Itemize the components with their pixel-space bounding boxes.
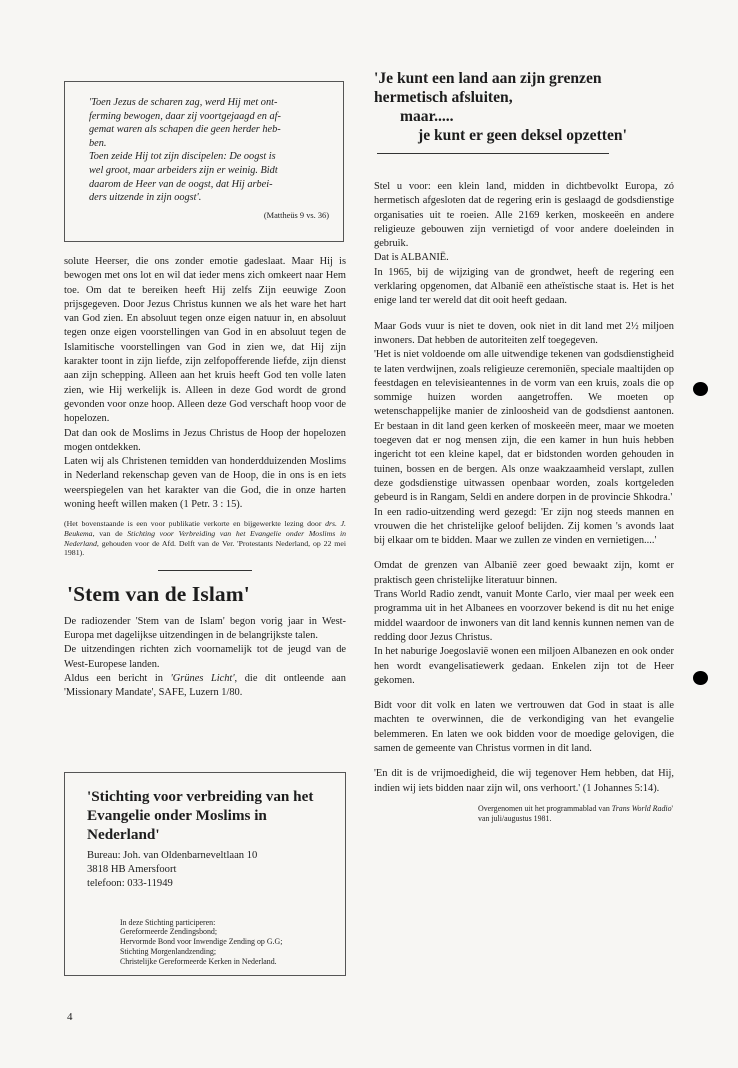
right-column [374,0,674,823]
stem-article [64,615,346,701]
stem-title: 'Stem van de Islam' [67,581,250,606]
binding-hole-mark [693,671,708,685]
paragraph: solute Heerser, die ons zonder emotie gadeslaat. Maar Hij is bewogen met ons lot en wil dat ieder mens zich omkeert naar Hem toe. Om dat te bereiken heeft Hij zelfs Zijn eeuwige Zoon prijsgegeven. Door Jezus Christus kunnen we als het ware het hart van God zien. En absoluut tegen onze eigen natuur in, en absoluut tegen onze eigen voorstellingen van God in en absoluut tegen de Islamitische voorstellingen van God in zien we, dat Hij zijn karakter toont in zijn liefde, zijn zelfopofferende liefde, zijn dienst aan zijn schepping. Alleen aan het kruis heeft God ten volle laten zien, wie Hij werkelijk is. Alleen in deze God wordt de grond gevonden voor onze hoop. Alleen deze God verschaft hoop voor de hopelozen. [64,256,346,425]
lecture-note: (Het bovenstaande is een voor publikatie verkorte en bijgewerkte lezing door drs. J. Beukema, van de Stichting voor Verbreiding van het Evangelie onder Moslims in Nederland, gehouden voor de Afd. Delft van de Ver. 'Protestants Nederland, op 22 mei 1981). [64,519,347,558]
quote-line: ders uitzende in zijn oogst'. [89,192,202,204]
quote-reference: (Mattheüs 9 vs. 36) [263,210,329,220]
stichting-address: Bureau: Joh. van Oldenbarneveltlaan 10 3818 HB Amersfoort telefoon: 033-11949 [87,850,258,890]
albania-article: Stel u voor: een klein land, midden in dichtbevolkt Europa, zó hermetisch afgesloten dat de regering erin is geslaagd de godsdienstige organisaties uit te roeien. Alle 2169 kerken, moskeeën en andere religieuze gebouwen zijn vernietigd of voor andere doeleinden in gebruik. Dat is ALBANIË. In 1965, bij de wijziging van de grondwet, heeft de regering een verklaring opgenomen, dat Albanië een atheïstische staat is. Het is het enige land ter wereld dat dit ooit heeft gedaan. Maar Gods vuur is niet te doven, ook niet in dit land met 2½ miljoen inwoners. Dat hebben de autoriteiten zelf toegegeven. 'Het is niet voldoende om alle uitwendige tekenen van godsdienstigheid te laten verdwijnen, zoals religieuze ceremoniën, speciale maaltijden op feestdagen en televisieantennes in de vorm van een kruis, zoals die op sommige huizen worden aangetroffen. We moeten op wetenschappelijke manier de zinloosheid van de godsdienst aantonen. Er bestaan in dit land geen kerken of moskeeën meer, maar we moeten toegeven dat er nog mensen zijn, die een kamer in hun huis hebben ingericht tot een kleine kapel, dat er bidstonden worden gehouden in tuinen, bossen en de bergen. Als onze waakzaamheid verslapt, zullen deze godsdienstige uitwassen openbaar worden, zoals kortgeleden gebeurd is in Rangam, Seldi en andere dorpen in de provincie Shkodra.' In een radio-uitzending werd gezegd: 'Er zijn nog steeds mannen en vrouwen die het christelijke geloof belijden. Zij komen 's avonds laat bij elkaar om te bidden. Maar we zullen ze vinden en vernietigen....' Omdat de grenzen van Albanië zeer goed bewaakt zijn, komt er praktisch geen christelijke literatuur binnen. Trans World Radio zendt, vanuit Monte Carlo, vier maal per week een programma uit in het Albanees en voorzover bekend is dit nu het enige middel waardoor de inwoners van dit land kennis kunnen nemen van de redding door Jezus Christus. In het naburige Joegoslavië wonen een miljoen Albanezen en ook onder hen wordt evangelisatiewerk gedaan. Enkelen zijn tot de Heer gekomen. Bidt voor dit volk en laten we vertrouwen dat God in staat is alle machten te overwinnen, die de verkondiging van het evangelie belemmeren. En laten we ook bidden voor de moedige gelovigen, die samen de gemeente van Christus vormen in dit land. 'En dit is de vrijmoedigheid, die wij tegenover Hem hebben, dat Hij, indien wij iets bidden naar zijn wil, ons verhoort.' (1 Johannes 5:14). [374,181,674,794]
paragraph: Laten wij als Christenen temidden van honderdduizenden Moslims in Nederland rekenschap geven van de Hoop, die in ons is en iets weerspiegelen van het karakter van die God, die in onze harten woning heeft willen maken (1 Petr. 3 : 15). [64,456,346,511]
paragraph: De uitzendingen richten zich voornamelijk tot de jeugd van de West-Europese landen. [64,644,346,670]
bible-quote-box [64,81,344,242]
source-credit: Overgenomen uit het programmablad van Trans World Radio' van juli/augustus 1981. [478,803,673,823]
quote-line: ben. [89,137,107,149]
quote-line: ferming bewogen, daar zij voortgejaagd en af- [89,110,281,122]
divider [377,153,609,154]
quote-line: daarom de Heer van de oogst, dat Hij arbei- [89,178,273,190]
stichting-box [64,772,346,976]
paragraph: Dat dan ook de Moslims in Jezus Christus de Hoop der hopelozen mogen ontdekken. [64,427,346,453]
left-column [64,255,346,701]
stichting-participants: In deze Stichting participeren: Gereformeerde Zendingsbond; Hervormde Bond voor Inwendige Zending op G.G; Stichting Morgenlandzending; Christelijke Gereformeerde Kerken in Nederland. [120,917,283,966]
page-number: 4 [67,1011,73,1023]
stichting-title: 'Stichting voor verbreiding van het Evangelie onder Moslims in Nederland' [87,788,314,843]
divider [158,570,252,571]
albania-headline: 'Je kunt een land aan zijn grenzen hermetisch afsluiten, maar..... je kunt er geen deksel opzetten' [374,70,627,144]
paragraph: De radiozender 'Stem van de Islam' begon vorig jaar in West-Europa met dagelijkse uitzendingen in de belangrijkste talen. [64,615,346,642]
quote-line: 'Toen Jezus de scharen zag, werd Hij met ont- [89,97,278,108]
quote-line: Toen zeide Hij tot zijn discipelen: De oogst is [89,151,276,163]
left-article [64,255,346,512]
binding-hole-mark [693,382,708,396]
quote-line: wel groot, maar arbeiders zijn er weinig. Bidt [89,164,278,176]
paragraph: Aldus een bericht in 'Grünes Licht', die dit ontleende aan 'Missionary Mandate', SAFE, Luzern 1/80. [64,672,346,699]
quote-line: gemat waren als schapen die geen herder heb- [89,124,281,136]
